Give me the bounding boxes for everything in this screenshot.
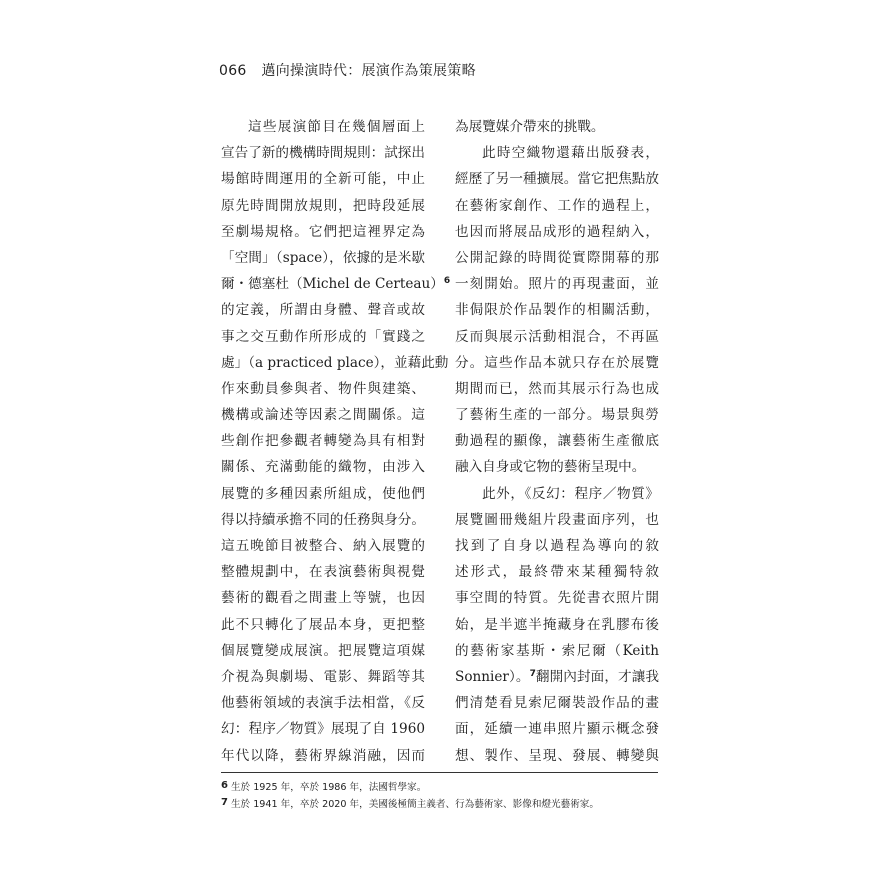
text-line: 動過程的顯像，讓藝術生產徹底 <box>455 433 659 450</box>
footnote-reference: 7 <box>529 668 536 679</box>
text-line: 經歷了另一種擴展。當它把焦點放 <box>455 171 659 188</box>
text-line: 反而與展示活動相混合，不再區 <box>455 328 659 345</box>
text-line: 非侷限於作品製作的相關活動， <box>455 302 659 319</box>
text-line: 融入自身或它物的藝術呈現中。 <box>455 459 646 476</box>
text-line: 的藝術家基斯・索尼爾（Keith <box>455 642 659 659</box>
footnote-text: 生於 1941 年，卒於 2020 年，美國後極簡主義者、行為藝術家、影像和燈光藝術家。 <box>230 799 599 810</box>
text-line: 此時空織物還藉出版發表， <box>482 145 659 162</box>
text-line: 為展覽媒介帶來的挑戰。 <box>455 119 605 135</box>
footnote-6 <box>221 779 426 793</box>
right-text-column <box>455 114 659 769</box>
text-line: 始，是半遮半掩藏身在乳膠布後 <box>455 616 659 633</box>
text-line: 幻：程序／物質》展現了自 1960 <box>221 721 425 738</box>
text-line: 們清楚看見索尼爾裝設作品的畫 <box>455 695 659 712</box>
text-line: 分。這些作品本就只存在於展覽 <box>455 354 659 371</box>
text-line: 想、製作、呈現、發展、轉變與 <box>455 747 659 764</box>
footnote-reference: 6 <box>443 276 451 287</box>
text-line: 在藝術家創作、工作的過程上， <box>455 197 659 214</box>
text-line: 些創作把參觀者轉變為具有相對 <box>221 433 425 450</box>
text-line: 找到了自身以過程為導向的敘 <box>455 538 659 554</box>
footnote-text: 生於 1925 年，卒於 1986 年，法國哲學家。 <box>230 782 427 793</box>
text-line: 述形式，最終帶來某種獨特敘 <box>455 564 659 581</box>
text-line: 展覽圖冊幾組片段畫面序列，也 <box>455 511 659 528</box>
text-line: 個展覽變成展演。把展覽這項媒 <box>221 642 425 659</box>
text-line: 的定義，所謂由身體、聲音或故 <box>221 302 425 319</box>
text-line: 作來動員參與者、物件與建築、 <box>221 380 425 397</box>
text-line: 展覽的多種因素所組成，使他們 <box>221 485 425 502</box>
text-line: 他藝術領域的表演手法相當，《反 <box>221 695 425 712</box>
text-line: 一刻開始。照片的再現畫面，並 <box>455 276 659 293</box>
text-line: 爾・德塞杜（Michel de Certeau）$^6$ <box>221 276 451 293</box>
text-line: 處」（a practiced place），並藉此動 <box>221 354 449 371</box>
text-line: 期間而已，然而其展示行為也成 <box>455 380 659 397</box>
text-line: Sonnier）。$^7$翻開內封面，才讓我 <box>455 668 659 685</box>
text-line: 事之交互動作所形成的「實踐之 <box>221 328 425 345</box>
text-line: 事空間的特質。先從書衣照片開 <box>455 590 659 607</box>
text-line: 關係、充滿動能的織物，由涉入 <box>221 459 425 476</box>
text-line: 至劇場規格。它們把這裡界定為 <box>221 223 425 240</box>
text-line: 宣告了新的機構時間規則：試探出 <box>221 145 425 162</box>
text-line: 這五晚節目被整合、納入展覽的 <box>221 538 425 554</box>
text-line: 這些展演節目在幾個層面上 <box>248 119 425 135</box>
running-title: 邁向操演時代：展演作為策展策略 <box>261 63 476 79</box>
text-line: 介視為與劇場、電影、舞蹈等其 <box>221 668 425 685</box>
left-text-column <box>221 114 451 769</box>
text-line: 場館時間運用的全新可能，中止 <box>221 171 425 188</box>
text-line: 藝術的觀看之間畫上等號，也因 <box>221 590 425 607</box>
text-line: 此不只轉化了展品本身，更把整 <box>221 616 425 633</box>
footnote-divider <box>221 772 658 773</box>
text-line: 也因而將展品成形的過程納入， <box>455 223 659 240</box>
text-line: 了藝術生產的一部分。場景與勞 <box>455 407 659 424</box>
text-line: 面，延續一連串照片顯示概念發 <box>455 721 659 738</box>
text-line: 原先時間開放規則，把時段延展 <box>221 197 425 214</box>
running-header <box>219 60 476 80</box>
footnote-7 <box>221 796 599 810</box>
text-line: 「空間」（space），依據的是米歇 <box>221 249 425 266</box>
text-line: 此外，《反幻：程序／物質》 <box>482 485 659 502</box>
text-line: 年代以降，藝術界線消融，因而 <box>221 747 425 764</box>
text-line: 機構或論述等因素之間關係。這 <box>221 407 425 424</box>
text-line: 得以持續承擔不同的任務與身分。 <box>221 511 425 528</box>
footnote-mark: 7 <box>221 797 228 808</box>
page-number: 066 <box>219 63 247 79</box>
text-line: 公開記錄的時間從實際開幕的那 <box>455 249 659 266</box>
text-line: 整體規劃中，在表演藝術與視覺 <box>221 564 425 581</box>
footnote-mark: 6 <box>221 780 228 791</box>
